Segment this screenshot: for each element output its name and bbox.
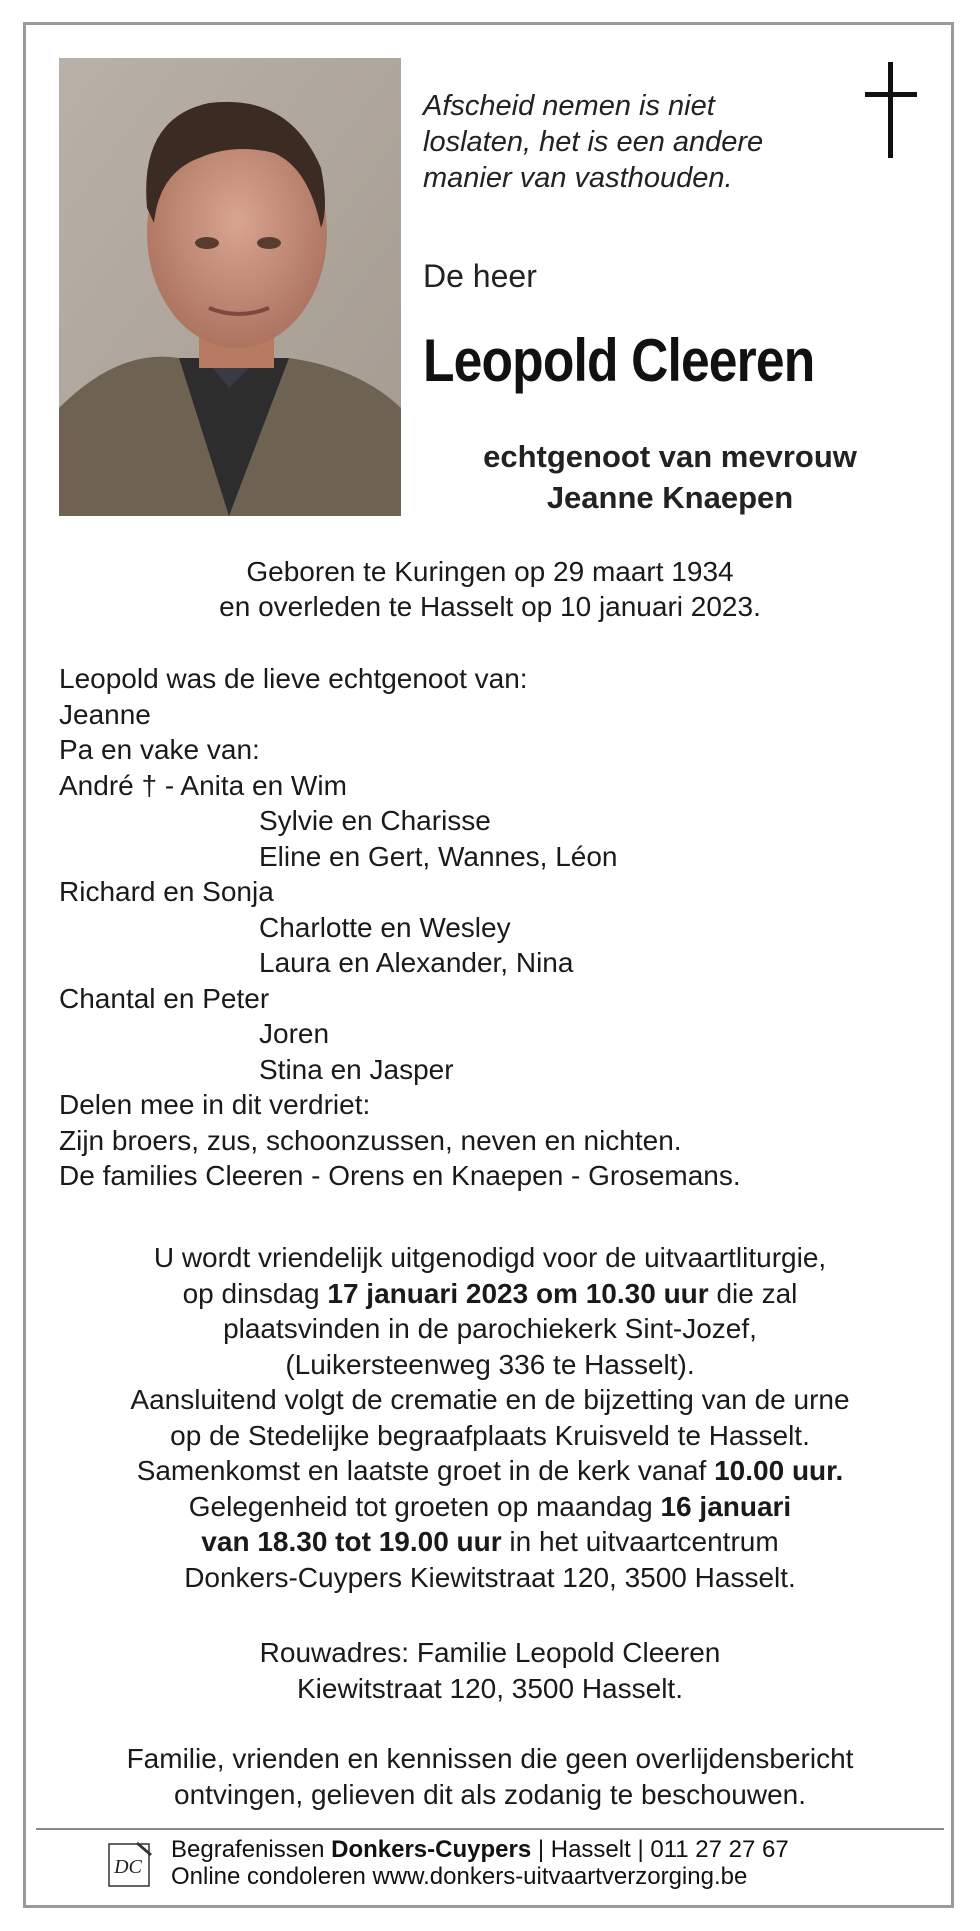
family-line: Jeanne bbox=[59, 698, 151, 730]
family-line: De families Cleeren - Orens en Knaepen - Grosemans. bbox=[59, 1160, 741, 1191]
family-line: Pa en vake van: bbox=[59, 734, 260, 765]
quote-line: Afscheid nemen is niet bbox=[423, 90, 715, 122]
funeral-line: (Luikersteenweg 336 te Hasselt). bbox=[285, 1348, 695, 1380]
mourning-address bbox=[60, 1635, 920, 1706]
address-line: Kiewitstraat 120, 3500 Hasselt. bbox=[297, 1672, 683, 1704]
address-line: Rouwadres: Familie Leopold Cleeren bbox=[259, 1637, 721, 1668]
family-line: Laura en Alexander, Nina bbox=[259, 947, 574, 978]
funeral-details bbox=[60, 1240, 920, 1595]
closing-note bbox=[60, 1741, 920, 1812]
funeral-line: U wordt vriendelijk uitgenodigd voor de uitvaartliturgie, bbox=[153, 1242, 827, 1273]
cross-icon bbox=[862, 60, 922, 160]
family-line: Leopold was de lieve echtgenoot van: bbox=[59, 663, 528, 694]
spouse-line: Jeanne Knaepen bbox=[546, 480, 794, 515]
funeral-date: 17 januari 2023 om 10.30 uur bbox=[327, 1277, 709, 1309]
funeral-line: op dinsdag 17 januari 2023 om 10.30 uur die zal bbox=[182, 1277, 798, 1309]
footer-info bbox=[171, 1836, 789, 1890]
family-line: Eline en Gert, Wannes, Léon bbox=[259, 840, 618, 872]
family-line: Zijn broers, zus, schoonzussen, neven en nichten. bbox=[59, 1124, 682, 1156]
family-line: Chantal en Peter bbox=[59, 982, 270, 1014]
company-name: Donkers-Cuypers bbox=[331, 1836, 532, 1863]
birth-death-info bbox=[90, 554, 890, 624]
family-line: Richard en Sonja bbox=[59, 876, 274, 907]
family-line: Sylvie en Charisse bbox=[259, 805, 491, 836]
family-line: Charlotte en Wesley bbox=[259, 911, 511, 943]
funeral-line: plaatsvinden in de parochiekerk Sint-Jozef, bbox=[223, 1313, 757, 1344]
quote-line: loslaten, het is een andere bbox=[423, 126, 764, 158]
family-line: Joren bbox=[259, 1018, 330, 1049]
funeral-line: Aansluitend volgt de crematie en de bijzetting van de urne bbox=[130, 1384, 850, 1415]
deceased-name: Leopold Cleeren bbox=[423, 327, 815, 394]
visitation-date: 16 januari bbox=[660, 1490, 792, 1522]
family-line: André † - Anita en Wim bbox=[59, 769, 347, 801]
funeral-line: op de Stedelijke begraafplaats Kruisveld te Hasselt. bbox=[170, 1419, 810, 1451]
salutation: De heer bbox=[423, 258, 537, 294]
funeral-home-logo bbox=[108, 1840, 154, 1888]
footer-line-2: Online condoleren www.donkers-uitvaartverzorging.be bbox=[171, 1863, 748, 1890]
farewell-quote bbox=[423, 88, 843, 196]
born-line: Geboren te Kuringen op 29 maart 1934 bbox=[246, 556, 734, 587]
family-list bbox=[59, 661, 939, 1194]
note-line: Familie, vrienden en kennissen die geen overlijdensbericht bbox=[126, 1743, 854, 1774]
note-line: ontvingen, gelieven dit als zodanig te beschouwen. bbox=[174, 1778, 806, 1810]
funeral-line: Donkers-Cuypers Kiewitstraat 120, 3500 Hasselt. bbox=[184, 1561, 796, 1593]
died-line: en overleden te Hasselt op 10 januari 2023. bbox=[219, 591, 761, 622]
gathering-time: 10.00 uur. bbox=[714, 1455, 844, 1486]
logo-letters: DC bbox=[114, 1856, 142, 1878]
spouse-info bbox=[420, 436, 920, 518]
footer-line-1: Begrafenissen Donkers-Cuypers | Hasselt | 011 27 27 67 bbox=[171, 1836, 789, 1863]
spouse-line: echtgenoot van mevrouw bbox=[483, 439, 857, 474]
footer-divider bbox=[36, 1828, 944, 1830]
funeral-line: Gelegenheid tot groeten op maandag 16 januari bbox=[188, 1490, 792, 1522]
visitation-time: van 18.30 tot 19.00 uur bbox=[201, 1526, 502, 1557]
portrait-photo bbox=[59, 58, 401, 516]
family-line: Stina en Jasper bbox=[259, 1053, 454, 1085]
funeral-line: van 18.30 tot 19.00 uur in het uitvaartcentrum bbox=[201, 1526, 779, 1557]
funeral-line: Samenkomst en laatste groet in de kerk vanaf 10.00 uur. bbox=[136, 1455, 844, 1486]
family-line: Delen mee in dit verdriet: bbox=[59, 1089, 371, 1120]
quote-line: manier van vasthouden. bbox=[423, 162, 733, 194]
